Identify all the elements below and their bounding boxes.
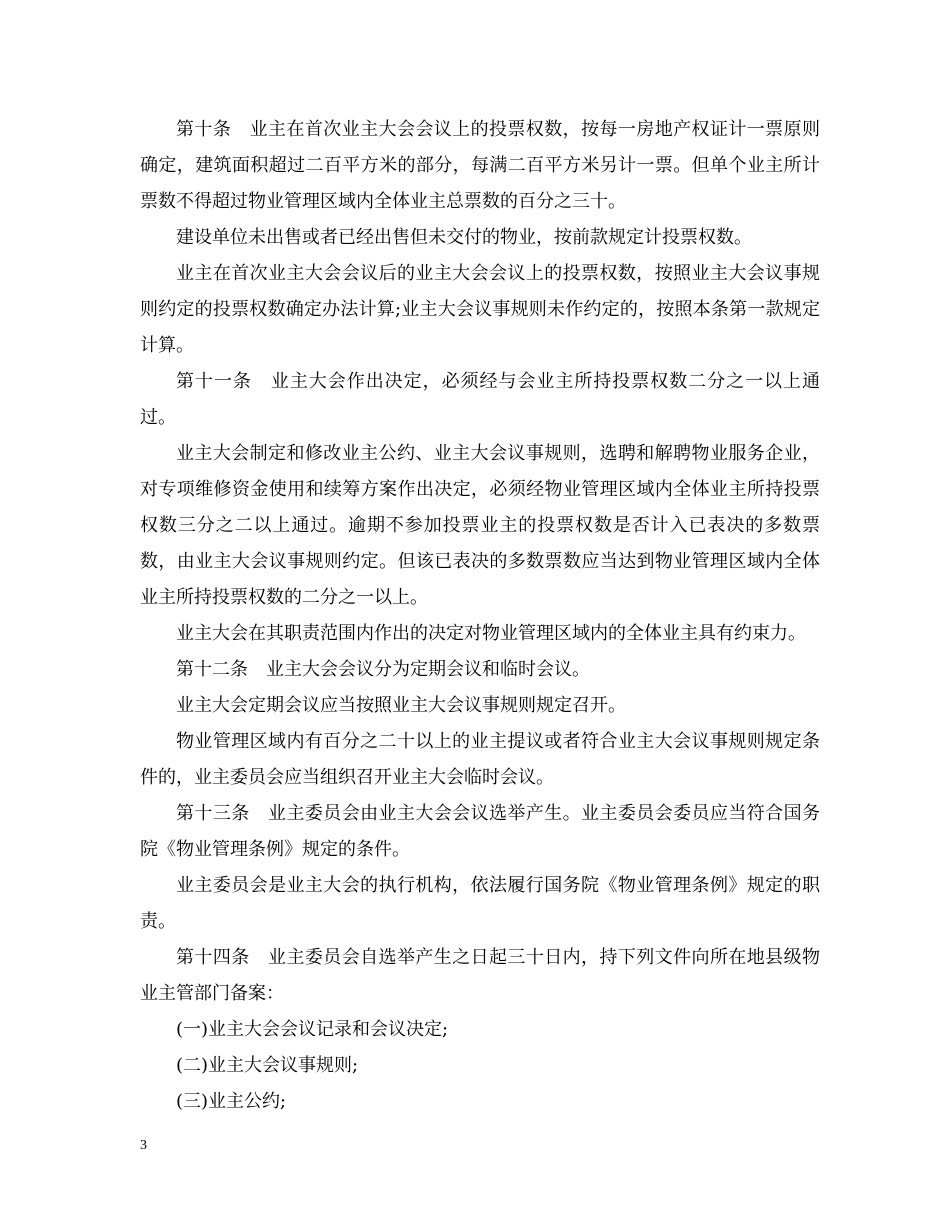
document-body (140, 112, 820, 1120)
paragraph-article-12: 第十二条 业主大会会议分为定期会议和临时会议。 (176, 659, 590, 680)
paragraph-article-13: 第十三条 业主委员会由业主大会会议选举产生。业主委员会委员应当符合国务院《物业管理条例》规定的条件。 (140, 803, 820, 860)
paragraph: 业主大会制定和修改业主公约、业主大会议事规则，选聘和解聘物业服务企业，对专项维修资金使用和续筹方案作出决定，必须经物业管理区域内全体业主所持投票权数三分之二以上通过。逾期不参加投票业主的投票权数是否计入已表决的多数票数，由业主大会议事规则约定。但该已表决的多数票数应当达到物业管理区域内全体业主所持投票权数的二分之一以上。 (140, 443, 820, 608)
paragraph: 业主大会在其职责范围内作出的决定对物业管理区域内的全体业主具有约束力。 (176, 623, 806, 644)
paragraph-article-10: 第十条 业主在首次业主大会会议上的投票权数，按每一房地产权证计一票原则确定，建筑面积超过二百平方米的部分，每满二百平方米另计一票。但单个业主所计票数不得超过物业管理区域内全体业主总票数的百分之三十。 (140, 119, 820, 212)
paragraph: 建设单位未出售或者已经出售但未交付的物业，按前款规定计投票权数。 (176, 227, 752, 248)
list-item: (三)业主公约; (176, 1091, 287, 1112)
paragraph: 物业管理区域内有百分之二十以上的业主提议或者符合业主大会议事规则规定条件的，业主委员会应当组织召开业主大会临时会议。 (140, 731, 820, 788)
list-item: (一)业主大会会议记录和会议决定; (176, 1019, 449, 1040)
list-item: (二)业主大会议事规则; (176, 1055, 359, 1076)
paragraph-article-14: 第十四条 业主委员会自选举产生之日起三十日内，持下列文件向所在地县级物业主管部门备案： (140, 947, 820, 1004)
paragraph: 业主大会定期会议应当按照业主大会议事规则规定召开。 (176, 695, 626, 716)
page-number: 3 (140, 1138, 147, 1153)
paragraph-article-11: 第十一条 业主大会作出决定，必须经与会业主所持投票权数二分之一以上通过。 (140, 371, 820, 428)
paragraph: 业主委员会是业主大会的执行机构，依法履行国务院《物业管理条例》规定的职责。 (140, 875, 820, 932)
paragraph: 业主在首次业主大会会议后的业主大会会议上的投票权数，按照业主大会议事规则约定的投票权数确定办法计算;业主大会议事规则未作约定的，按照本条第一款规定计算。 (140, 263, 820, 356)
